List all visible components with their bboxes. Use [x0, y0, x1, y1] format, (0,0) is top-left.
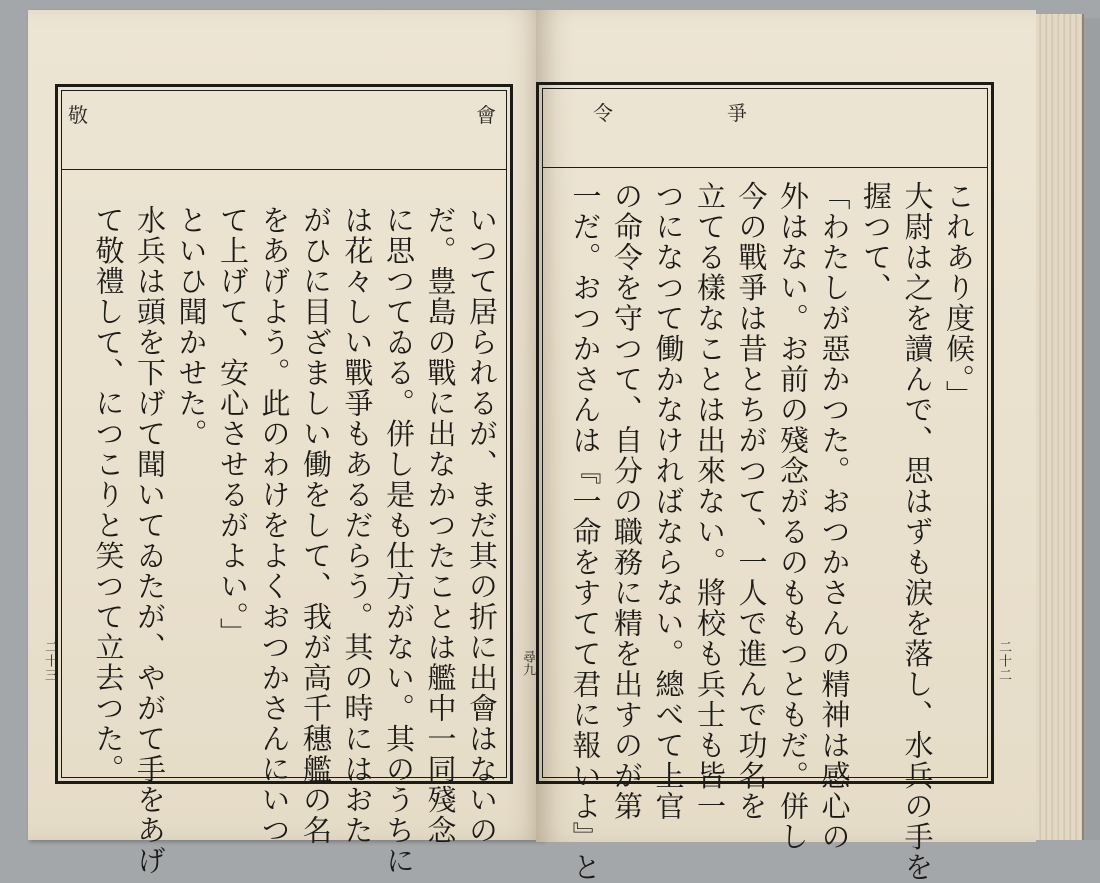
- left-folio: 二十三: [42, 640, 57, 682]
- text-column: 一だ。おつかさんは『一命をすてて君に報いよ』と: [568, 181, 603, 883]
- text-column: だ。豊島の戰に出なかつたことは艦中一同殘念: [423, 205, 458, 846]
- right-folio: 二十二: [996, 640, 1011, 682]
- gutter-mark: 尋九: [520, 650, 535, 676]
- text-column: これあり度候。」: [942, 181, 976, 411]
- text-column: 水兵は頭を下げて聞いてゐたが、やがて手をあげ: [133, 205, 167, 876]
- left-page-frame: [55, 84, 513, 876]
- text-column: つになつて働かなければならない。總べて上官: [651, 181, 686, 822]
- text-column: は花々しい戰爭もあるだらう。其の時にはおた: [340, 205, 375, 846]
- text-column: 立てる樣なことは出來ない。將校も兵士も皆一: [693, 181, 727, 822]
- text-column: をあげよう。此のわけをよくおつかさんにいつ: [257, 205, 292, 846]
- right-body-text: [564, 181, 979, 883]
- text-column: に思つてゐる。併し是も仕方がない。其のうちに: [382, 205, 416, 876]
- page-edges: [1030, 14, 1084, 840]
- text-column: の命令を守つて、自分の職務に精を出すのが第: [610, 181, 644, 822]
- left-header-rule: [62, 169, 506, 170]
- right-header-char-1: 令: [593, 101, 613, 125]
- text-column: 握つて、: [859, 181, 893, 303]
- left-header-title-char: 會: [476, 103, 496, 127]
- left-header-corner-char: 敬: [68, 103, 88, 127]
- text-column: 外はない。お前の殘念がるのももつともだ。併し: [776, 181, 810, 852]
- left-body-text: [87, 205, 502, 876]
- text-column: 大尉は之を讀んで、思はずも涙を落し、水兵の手を: [900, 181, 935, 883]
- text-column: といひ聞かせた。: [174, 205, 209, 449]
- right-header-char-2: 爭: [727, 101, 747, 125]
- text-column: 今の戰爭は昔とちがつて、一人で進んで功名を: [734, 181, 769, 822]
- text-column: て敬禮して、につこりと笑つて立去つた。: [91, 205, 126, 785]
- text-column: て上げて、安心させるがよい。」: [216, 205, 250, 648]
- right-page-frame: [536, 82, 994, 883]
- right-header-rule: [543, 167, 987, 168]
- text-column: がひに目ざましい働をして、我が高千穗艦の名: [299, 205, 333, 846]
- text-column: 「わたしが惡かつた。おつかさんの精神は感心の: [817, 181, 852, 852]
- text-column: いつて居られるが、まだ其の折に出會はないの: [465, 205, 499, 846]
